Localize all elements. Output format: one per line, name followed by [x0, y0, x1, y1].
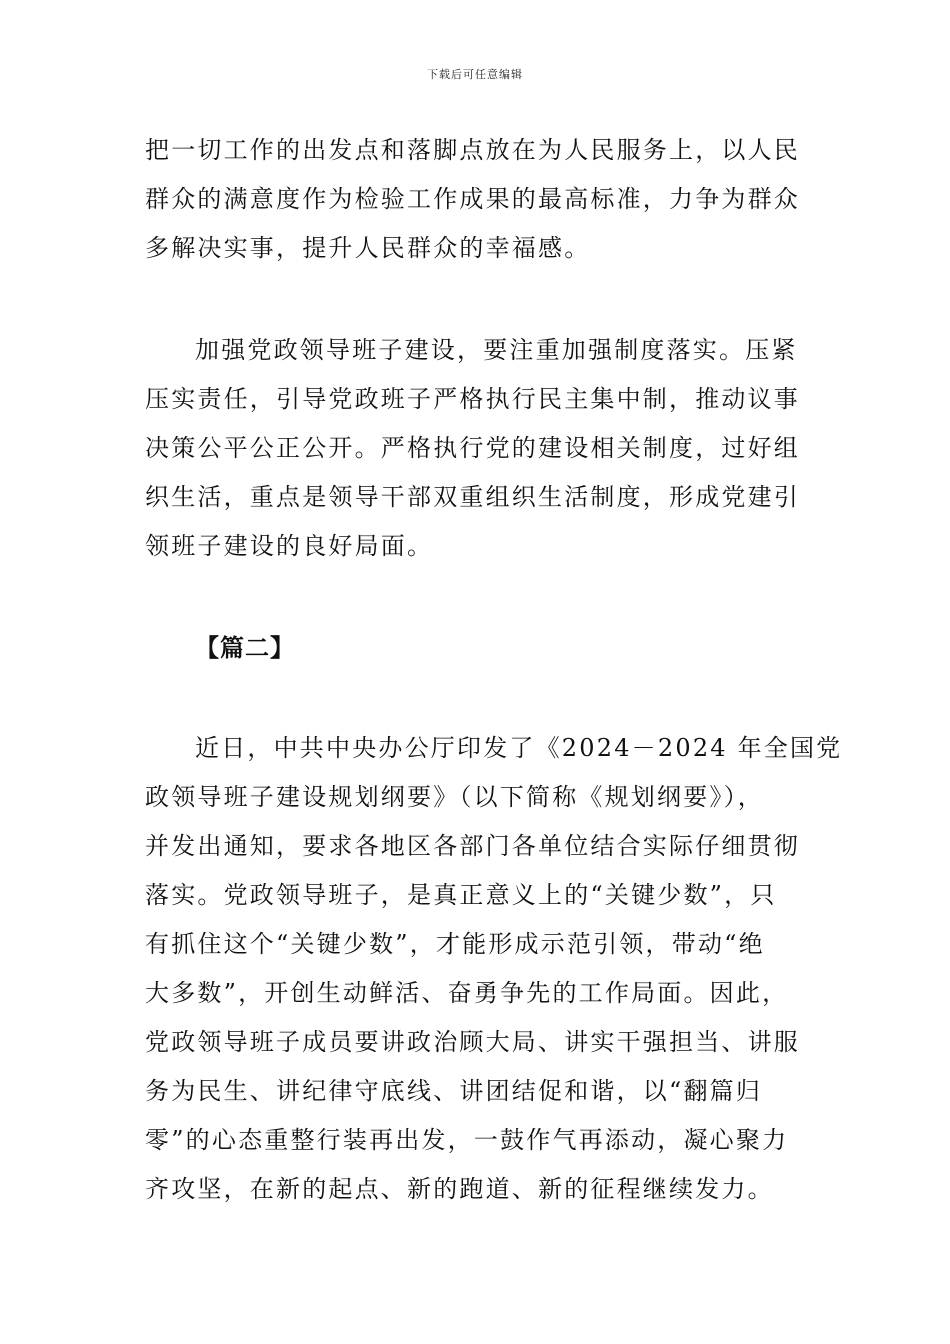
section-heading: 【篇二】: [195, 633, 295, 662]
paragraph-line: 群众的满意度作为检验工作成果的最高标准，力争为群众: [145, 185, 800, 213]
paragraph-line: 齐攻坚，在新的起点、新的跑道、新的征程继续发力。: [145, 1175, 774, 1203]
paragraph-1: [145, 126, 810, 273]
paragraph-line: 落实。党政领导班子，是真正意义上的“关键少数”，只: [145, 881, 777, 909]
paragraph-line: 决策公平公正公开。严格执行党的建设相关制度，过好组: [145, 434, 800, 462]
paragraph-line: 多解决实事，提升人民群众的幸福感。: [145, 234, 591, 262]
paragraph-2: [145, 326, 810, 571]
paragraph-line: 有抓住这个“关键少数”，才能形成示范引领，带动“绝: [145, 930, 765, 958]
paragraph-line: 把一切工作的出发点和落脚点放在为人民服务上，以人民: [145, 136, 800, 164]
paragraph-line: 压实责任，引导党政班子严格执行民主集中制，推动议事: [145, 385, 800, 413]
paragraph-3: [145, 724, 843, 1214]
paragraph-line: 党政领导班子成员要讲政治顾大局、讲实干强担当、讲服: [145, 1028, 800, 1056]
paragraph-line: 政领导班子建设规划纲要》（以下简称《规划纲要》），: [145, 783, 764, 811]
page-header-note: 下载后可任意编辑: [427, 68, 523, 81]
paragraph-line: 近日，中共中央办公厅印发了《2024－2024 年全国党: [195, 734, 843, 762]
paragraph-line: 领班子建设的良好局面。: [145, 532, 434, 560]
paragraph-line: 加强党政领导班子建设，要注重加强制度落实。压紧: [195, 336, 798, 364]
paragraph-line: 并发出通知，要求各地区各部门各单位结合实际仔细贯彻: [145, 832, 800, 860]
paragraph-line: 大多数”，开创生动鲜活、奋勇争先的工作局面。因此，: [145, 979, 789, 1007]
paragraph-line: 零”的心态重整行装再出发，一鼓作气再添动，凝心聚力: [145, 1126, 789, 1154]
paragraph-line: 务为民生、讲纪律守底线、讲团结促和谐，以“翻篇归: [145, 1077, 763, 1105]
paragraph-line: 织生活，重点是领导干部双重组织生活制度，形成党建引: [145, 483, 800, 511]
